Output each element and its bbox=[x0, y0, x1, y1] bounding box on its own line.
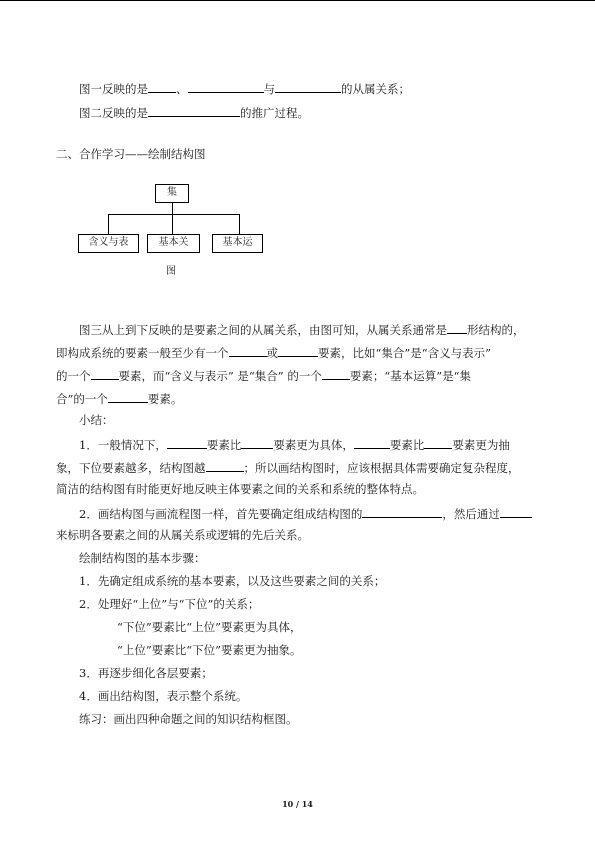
para1-l3b: 要素，而“含义与表示” 是“集合” 的一个 bbox=[118, 369, 322, 383]
diagram-branch-line bbox=[108, 214, 239, 215]
fig2-line bbox=[79, 104, 309, 121]
fig1-blank-2 bbox=[188, 80, 264, 93]
summary-blank-3 bbox=[354, 436, 390, 449]
page-number: 10 / 14 bbox=[282, 799, 313, 809]
fig1-blank-3 bbox=[275, 80, 341, 93]
para1-blank-5 bbox=[322, 367, 350, 380]
fig1-text-b: 、 bbox=[176, 82, 188, 96]
para1-l1a: 图三从上到下反映的是要素之间的从属关系，由图可知，从属关系通常是 bbox=[79, 323, 447, 337]
summary-p2-line-1 bbox=[79, 505, 532, 522]
fig1-text-a: 图一反映的是 bbox=[79, 82, 148, 96]
para1-blank-2 bbox=[229, 344, 267, 357]
summary-p1-l2a: 象，下位要素越多，结构图越 bbox=[56, 461, 206, 475]
para1-l2a: 即构成系统的要素一般至少有一个 bbox=[56, 346, 229, 360]
para1-l1b: 形结构的， bbox=[467, 323, 525, 337]
para1-l4a: 合”的一个 bbox=[56, 392, 108, 406]
summary-p1-line-1 bbox=[79, 436, 510, 453]
para1-l3a: 的一个 bbox=[56, 369, 91, 383]
step-2: 2．处理好“上位”与“下位”的关系； bbox=[79, 597, 260, 611]
step-2b: “上位”要素比“下位”要素更为抽象。 bbox=[117, 643, 302, 657]
fig1-blank-1 bbox=[148, 80, 176, 93]
step-3: 3．再逐步细化各层要素； bbox=[79, 666, 213, 680]
para1-blank-1 bbox=[447, 321, 467, 334]
summary-blank-4 bbox=[424, 436, 452, 449]
diagram-root-stem bbox=[172, 203, 173, 214]
section2-heading: 二、合作学习——绘制结构图 bbox=[56, 147, 206, 161]
step-4: 4．画出结构图，表示整个系统。 bbox=[79, 689, 248, 703]
para1-blank-4 bbox=[91, 367, 119, 380]
summary-blank-6 bbox=[362, 505, 442, 518]
practice-line: 练习：画出四种命题之间的知识结构框图。 bbox=[79, 712, 298, 726]
steps-title: 绘制结构图的基本步骤： bbox=[79, 551, 206, 565]
summary-p1-l2b: ；所以画结构图时，应该根据具体需要确定复杂程度， bbox=[243, 461, 520, 475]
diagram-root-box: 集 bbox=[155, 184, 189, 203]
diagram-child-box-1: 含义与表 bbox=[78, 234, 139, 253]
step-1: 1．先确定组成系统的基本要素，以及这些要素之间的关系； bbox=[79, 574, 386, 588]
para1-l2c: 要素，比如“集合”是“含义与表示” bbox=[318, 346, 492, 360]
summary-p1-c: 要素更为具体， bbox=[273, 438, 354, 452]
fig2-blank-1 bbox=[148, 104, 240, 117]
diagram-child-box-2: 基本关 bbox=[147, 234, 200, 253]
top-rule bbox=[0, 0, 595, 1]
summary-title: 小结： bbox=[79, 413, 114, 427]
para1-line-2 bbox=[56, 344, 491, 361]
summary-p2-a: 2．画结构图与画流程图一样，首先要确定组成结构图的 bbox=[79, 507, 363, 521]
fig2-text-a: 图二反映的是 bbox=[79, 106, 148, 120]
summary-blank-5 bbox=[206, 459, 244, 472]
fig1-text-c: 与 bbox=[263, 82, 275, 96]
step-2a: “下位”要素比“上位”要素更为具体， bbox=[117, 620, 302, 634]
diagram-drop-3 bbox=[239, 214, 240, 234]
summary-blank-2 bbox=[241, 436, 273, 449]
summary-p2-b: ，然后通过 bbox=[442, 507, 500, 521]
diagram-caption: 图 bbox=[166, 266, 176, 277]
summary-p1-a: 1．一般情况下， bbox=[79, 438, 167, 452]
diagram-child-box-3: 基本运 bbox=[212, 234, 263, 253]
summary-p1-e: 要素更为抽 bbox=[452, 438, 510, 452]
diagram-drop-2 bbox=[172, 214, 173, 234]
para1-l4b: 要素。 bbox=[147, 392, 183, 406]
para1-l3c: 要素；“基本运算”是“集 bbox=[349, 369, 471, 383]
summary-blank-1 bbox=[167, 436, 207, 449]
summary-p1-line-3: 简洁的结构图有时能更好地反映主体要素之间的关系和系统的整体特点。 bbox=[56, 482, 424, 496]
fig1-text-d: 的从属关系； bbox=[341, 82, 410, 96]
para1-l2b: 或 bbox=[266, 346, 278, 360]
summary-p2-line-2: 来标明各要素之间的从属关系或逻辑的先后关系。 bbox=[56, 528, 309, 542]
para1-line-4 bbox=[56, 390, 182, 407]
para1-blank-3 bbox=[278, 344, 318, 357]
para1-line-3 bbox=[56, 367, 471, 384]
summary-p1-d: 要素比 bbox=[389, 438, 425, 452]
summary-p1-line-2 bbox=[56, 459, 520, 476]
fig1-line bbox=[79, 80, 410, 97]
para1-line-1 bbox=[79, 321, 525, 338]
diagram-drop-1 bbox=[108, 214, 109, 234]
summary-p1-b: 要素比 bbox=[206, 438, 242, 452]
para1-blank-6 bbox=[108, 390, 148, 403]
fig2-text-b: 的推广过程。 bbox=[240, 106, 309, 120]
summary-blank-7 bbox=[500, 505, 532, 518]
